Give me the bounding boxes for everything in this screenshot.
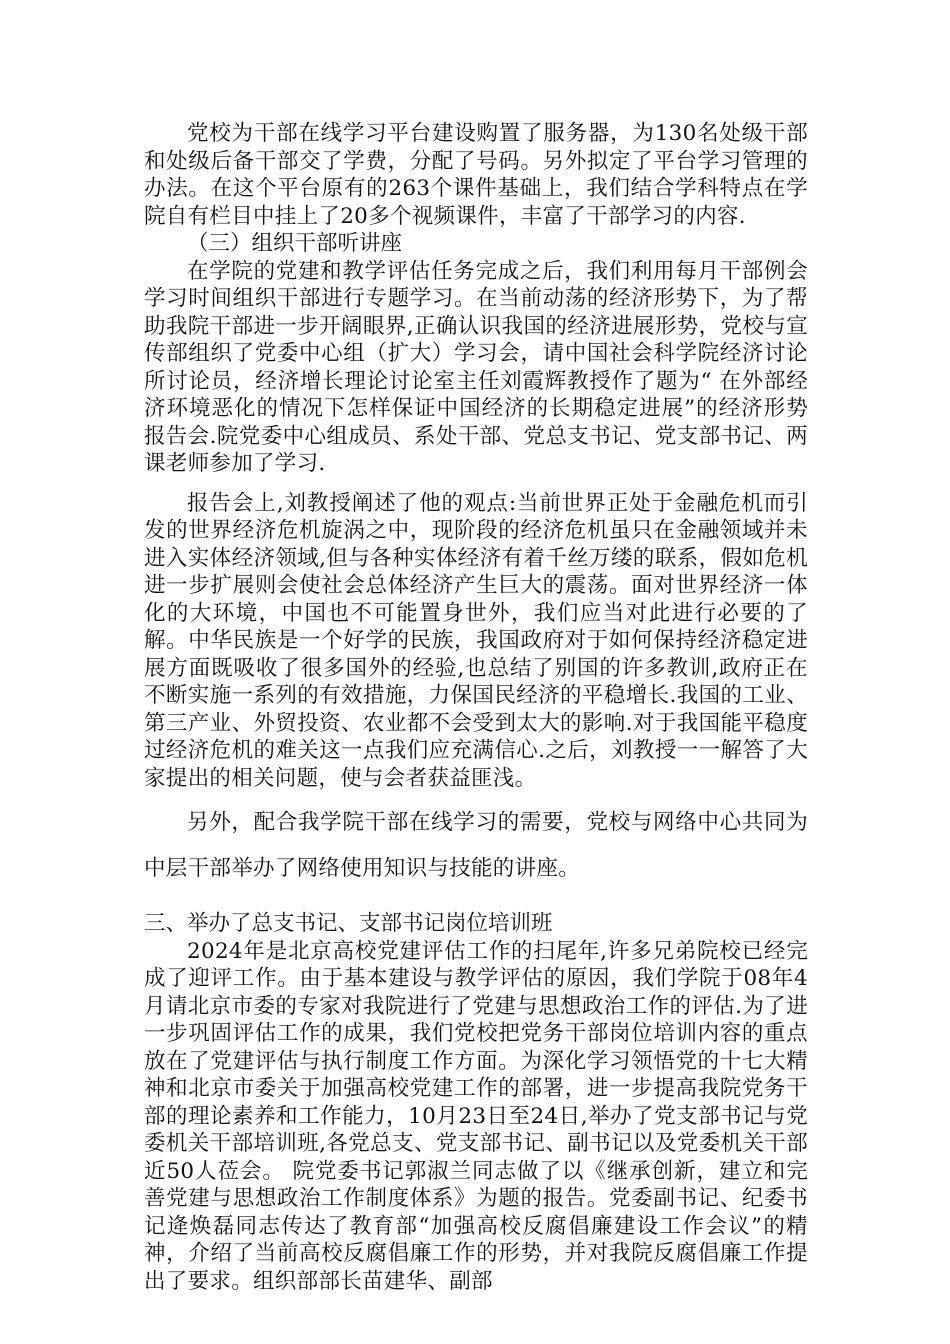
paragraph-training-class: 2024年是北京高校党建评估工作的扫尾年,许多兄弟院校已经完成了迎评工作。由于基本建设与教学评估的原因，我们学院于08年4月请北京市委的专家对我院进行了党建与思想政治工作的评估.为了进一步巩固评估工作的成果，我们党校把党务干部岗位培训内容的重点放在了党建评估与执行制度工作方面。为深化学习领悟党的十七大精神和北京市委关于加强高校党建工作的部署，进一步提高我院党务干部的理论素养和工作能力，10月23日至24日,举办了党支部书记与党委机关干部培训班,各党总支、党支部书记、副书记以及党委机关干部近50人莅会。 院党委书记郭淑兰同志做了以《继承创新，建立和完善党建与思想政治工作制度体系》为题的报告。党委副书记、纪委书记逄焕磊同志传达了教育部“加强高校反腐倡廉建设工作会议”的精神，介绍了当前高校反腐倡廉工作的形势，并对我院反腐倡廉工作提出了要求。组织部部长苗建华、副部: [144, 938, 808, 1294]
document-page: [144, 120, 808, 1295]
subheading-lectures: （三）组织干部听讲座: [187, 231, 403, 256]
section-heading-training-class: 三、举办了总支书记、支部书记岗位培训班: [144, 911, 553, 936]
paragraph-online-learning-platform: 党校为干部在线学习平台建设购置了服务器，为130名处级干部和处级后备干部交了学费，分配了号码。另外拟定了平台学习管理的办法。在这个平台原有的263个课件基础上，我们结合学科特点在学院自有栏目中挂上了20多个视频课件，丰富了干部学习的内容.: [144, 121, 808, 229]
paragraph-lecture-content: 报告会上,刘教授阐述了他的观点:当前世界正处于金融危机而引发的世界经济危机旋涡之中，现阶段的经济危机虽只在金融领域并未进入实体经济领域,但与各种实体经济有着千丝万缕的联系，假如危机进一步扩展则会使社会总体经济产生巨大的震荡。面对世界经济一体化的大环境，中国也不可能置身世外，我们应当对此进行必要的了解。中华民族是一个好学的民族，我国政府对于如何保持经济稳定进展方面既吸收了很多国外的经验,也总结了别国的许多教训,政府正在不断实施一系列的有效措施，力保国民经济的平稳增长.我国的工业、第三产业、外贸投资、农业都不会受到太大的影响.对于我国能平稳度过经济危机的难关这一点我们应充满信心.之后，刘教授一一解答了大家提出的相关问题，使与会者获益匪浅。: [144, 490, 808, 791]
paragraph-lecture-organization: 在学院的党建和教学评估任务完成之后，我们利用每月干部例会学习时间组织干部进行专题学习。在当前动荡的经济形势下，为了帮助我院干部进一步开阔眼界,正确认识我国的经济进展形势，党校与宣传部组织了党委中心组（扩大）学习会，请中国社会科学院经济讨论所讨论员，经济增长理论讨论室主任刘霞辉教授作了题为“ 在外部经济环境恶化的情况下怎样保证中国经济的长期稳定进展”的经济形势报告会.院党委中心组成员、系处干部、党总支书记、党支部书记、两课老师参加了学习.: [144, 258, 808, 476]
paragraph-network-skills-lecture: 另外，配合我学院干部在线学习的需要，党校与网络中心共同为中层干部举办了网络使用知识与技能的讲座。: [144, 810, 808, 881]
